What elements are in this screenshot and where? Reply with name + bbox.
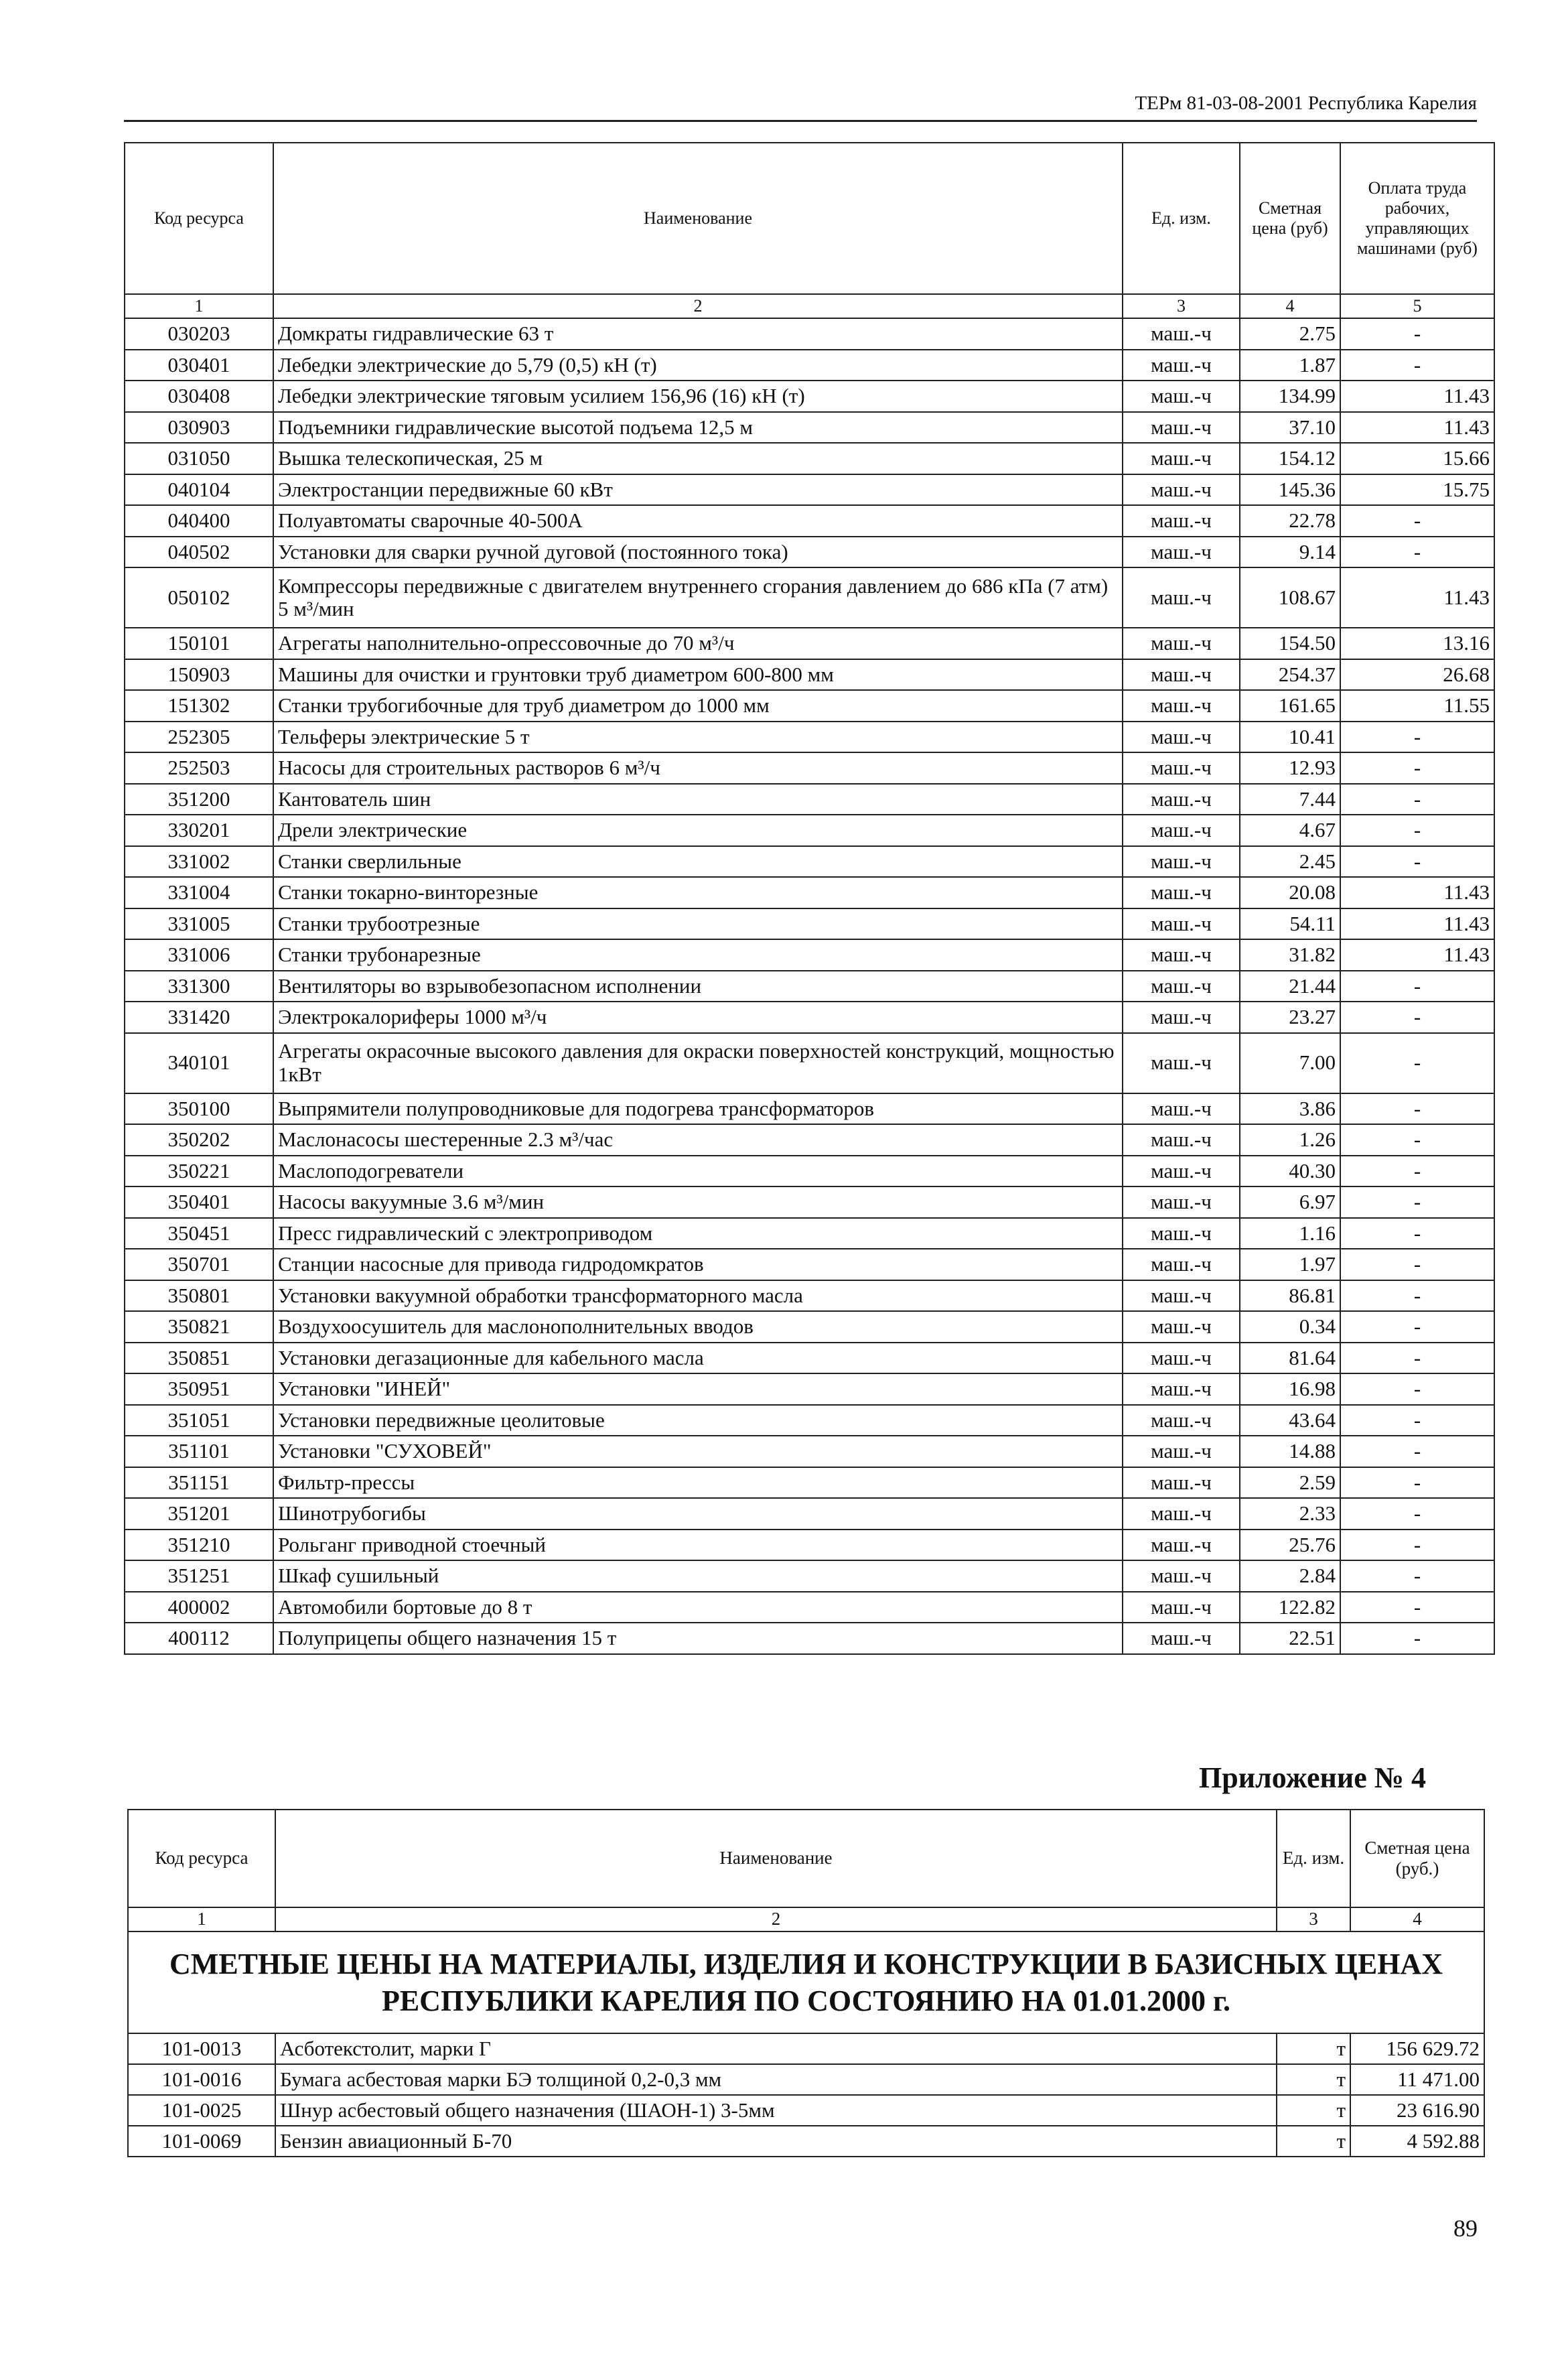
wage-cell: - xyxy=(1340,815,1494,846)
table-row xyxy=(125,381,1494,412)
price-cell: 254.37 xyxy=(1240,659,1340,691)
unit-cell: маш.-ч xyxy=(1123,350,1240,381)
resource-code: 101-0069 xyxy=(128,2126,275,2157)
wage-cell: 11.43 xyxy=(1340,381,1494,412)
table-row xyxy=(125,1436,1494,1467)
resource-name: Дрели электрические xyxy=(273,815,1123,846)
price-cell: 3.86 xyxy=(1240,1093,1340,1125)
table-row xyxy=(125,474,1494,506)
price-cell: 23 616.90 xyxy=(1350,2095,1484,2126)
resource-code: 351151 xyxy=(125,1467,273,1499)
resource-name: Маслоподогреватели xyxy=(273,1156,1123,1187)
price-cell: 37.10 xyxy=(1240,412,1340,444)
section-banner: СМЕТНЫЕ ЦЕНЫ НА МАТЕРИАЛЫ, ИЗДЕЛИЯ И КОНСТРУКЦИИ В БАЗИСНЫХ ЦЕНАХ РЕСПУБЛИКИ КАРЕЛИЯ ПО СОСТОЯНИЮ НА 01.01.2000 г. xyxy=(128,1931,1484,2033)
wage-cell: - xyxy=(1340,1280,1494,1312)
price-cell: 43.64 xyxy=(1240,1405,1340,1436)
unit-cell: маш.-ч xyxy=(1123,567,1240,628)
resource-name: Кантователь шин xyxy=(273,784,1123,815)
table-row xyxy=(125,628,1494,659)
wage-cell: 15.66 xyxy=(1340,443,1494,474)
col-number: 1 xyxy=(128,1907,275,1931)
unit-cell: маш.-ч xyxy=(1123,815,1240,846)
price-cell: 9.14 xyxy=(1240,537,1340,568)
resource-name: Шинотрубогибы xyxy=(273,1498,1123,1530)
price-cell: 0.34 xyxy=(1240,1311,1340,1343)
resource-code: 040502 xyxy=(125,537,273,568)
table-row xyxy=(125,443,1494,474)
price-cell: 23.27 xyxy=(1240,1002,1340,1033)
resource-code: 150903 xyxy=(125,659,273,691)
unit-cell: маш.-ч xyxy=(1123,1560,1240,1592)
page-number: 89 xyxy=(1453,2215,1478,2242)
price-cell: 16.98 xyxy=(1240,1373,1340,1405)
resource-code: 031050 xyxy=(125,443,273,474)
resource-name: Электрокалориферы 1000 м³/ч xyxy=(273,1002,1123,1033)
resource-code: 331300 xyxy=(125,971,273,1002)
price-cell: 2.75 xyxy=(1240,318,1340,350)
col-header-price: Сметная цена (руб.) xyxy=(1350,1810,1484,1907)
col-header-name: Наименование xyxy=(273,143,1123,294)
resource-name: Бензин авиационный Б-70 xyxy=(275,2126,1277,2157)
table-row xyxy=(125,722,1494,753)
resource-name: Полуавтоматы сварочные 40-500А xyxy=(273,505,1123,537)
table-row xyxy=(125,784,1494,815)
machines-table-body xyxy=(125,318,1494,1654)
resource-code: 351201 xyxy=(125,1498,273,1530)
price-cell: 12.93 xyxy=(1240,752,1340,784)
price-cell: 11 471.00 xyxy=(1350,2064,1484,2095)
unit-cell: т xyxy=(1277,2064,1350,2095)
price-cell: 22.78 xyxy=(1240,505,1340,537)
table-row xyxy=(125,1592,1494,1623)
table-row xyxy=(125,877,1494,908)
resource-code: 050102 xyxy=(125,567,273,628)
wage-cell: - xyxy=(1340,350,1494,381)
wage-cell: 11.43 xyxy=(1340,877,1494,908)
price-cell: 25.76 xyxy=(1240,1530,1340,1561)
table-row xyxy=(125,1498,1494,1530)
table-row xyxy=(128,2064,1484,2095)
resource-code: 350221 xyxy=(125,1156,273,1187)
resource-code: 350451 xyxy=(125,1218,273,1249)
unit-cell: маш.-ч xyxy=(1123,1186,1240,1218)
resource-code: 252305 xyxy=(125,722,273,753)
wage-cell: - xyxy=(1340,505,1494,537)
price-cell: 161.65 xyxy=(1240,690,1340,722)
resource-name: Станки трубонарезные xyxy=(273,939,1123,971)
wage-cell: - xyxy=(1340,1467,1494,1499)
price-cell: 81.64 xyxy=(1240,1343,1340,1374)
col-number: 1 xyxy=(125,294,273,318)
table-row xyxy=(125,971,1494,1002)
wage-cell: - xyxy=(1340,1436,1494,1467)
wage-cell: 13.16 xyxy=(1340,628,1494,659)
resource-name: Домкраты гидравлические 63 т xyxy=(273,318,1123,350)
unit-cell: маш.-ч xyxy=(1123,846,1240,878)
resource-code: 101-0013 xyxy=(128,2033,275,2064)
unit-cell: маш.-ч xyxy=(1123,752,1240,784)
table-row xyxy=(125,908,1494,940)
col-number: 3 xyxy=(1277,1907,1350,1931)
resource-name: Установки для сварки ручной дуговой (постоянного тока) xyxy=(273,537,1123,568)
table-row xyxy=(125,690,1494,722)
unit-cell: маш.-ч xyxy=(1123,381,1240,412)
table-row xyxy=(125,1560,1494,1592)
wage-cell: 11.43 xyxy=(1340,939,1494,971)
table-row xyxy=(125,1218,1494,1249)
unit-cell: т xyxy=(1277,2033,1350,2064)
resource-code: 040104 xyxy=(125,474,273,506)
price-cell: 134.99 xyxy=(1240,381,1340,412)
resource-name: Агрегаты наполнительно-опрессовочные до 70 м³/ч xyxy=(273,628,1123,659)
price-cell: 1.26 xyxy=(1240,1124,1340,1156)
price-cell: 21.44 xyxy=(1240,971,1340,1002)
resource-name: Лебедки электрические тяговым усилием 156,96 (16) кН (т) xyxy=(273,381,1123,412)
unit-cell: маш.-ч xyxy=(1123,1373,1240,1405)
table-row xyxy=(128,2095,1484,2126)
resource-code: 350851 xyxy=(125,1343,273,1374)
resource-name: Асботекстолит, марки Г xyxy=(275,2033,1277,2064)
resource-code: 351101 xyxy=(125,1436,273,1467)
table-row xyxy=(125,659,1494,691)
resource-code: 400002 xyxy=(125,1592,273,1623)
table-row xyxy=(125,752,1494,784)
unit-cell: маш.-ч xyxy=(1123,1280,1240,1312)
unit-cell: маш.-ч xyxy=(1123,1156,1240,1187)
unit-cell: маш.-ч xyxy=(1123,1124,1240,1156)
wage-cell: 11.55 xyxy=(1340,690,1494,722)
resource-code: 030903 xyxy=(125,412,273,444)
table-row xyxy=(125,1405,1494,1436)
wage-cell: 11.43 xyxy=(1340,908,1494,940)
wage-cell: 11.43 xyxy=(1340,567,1494,628)
wage-cell: - xyxy=(1340,846,1494,878)
price-cell: 86.81 xyxy=(1240,1280,1340,1312)
resource-code: 351210 xyxy=(125,1530,273,1561)
resource-code: 350202 xyxy=(125,1124,273,1156)
resource-code: 350801 xyxy=(125,1280,273,1312)
price-cell: 122.82 xyxy=(1240,1592,1340,1623)
wage-cell: - xyxy=(1340,1530,1494,1561)
price-cell: 145.36 xyxy=(1240,474,1340,506)
table-row xyxy=(125,412,1494,444)
resource-code: 101-0016 xyxy=(128,2064,275,2095)
unit-cell: маш.-ч xyxy=(1123,1002,1240,1033)
col-number: 2 xyxy=(273,294,1123,318)
resource-code: 350951 xyxy=(125,1373,273,1405)
resource-name: Полуприцепы общего назначения 15 т xyxy=(273,1623,1123,1654)
resource-name: Установки передвижные цеолитовые xyxy=(273,1405,1123,1436)
resource-name: Установки вакуумной обработки трансформаторного масла xyxy=(273,1280,1123,1312)
table-row xyxy=(125,350,1494,381)
materials-table-body xyxy=(128,1931,1484,2157)
price-cell: 154.12 xyxy=(1240,443,1340,474)
resource-code: 400112 xyxy=(125,1623,273,1654)
unit-cell: маш.-ч xyxy=(1123,412,1240,444)
price-cell: 54.11 xyxy=(1240,908,1340,940)
price-cell: 6.97 xyxy=(1240,1186,1340,1218)
table-row xyxy=(125,1530,1494,1561)
unit-cell: маш.-ч xyxy=(1123,628,1240,659)
resource-name: Пресс гидравлический с электроприводом xyxy=(273,1218,1123,1249)
resource-name: Маслонасосы шестеренные 2.3 м³/час xyxy=(273,1124,1123,1156)
materials-price-table xyxy=(127,1809,1485,2157)
table-row xyxy=(125,1280,1494,1312)
col-number: 3 xyxy=(1123,294,1240,318)
table-row xyxy=(128,2126,1484,2157)
unit-cell: маш.-ч xyxy=(1123,1311,1240,1343)
table-row xyxy=(125,1623,1494,1654)
wage-cell: - xyxy=(1340,1218,1494,1249)
price-cell: 1.97 xyxy=(1240,1249,1340,1280)
unit-cell: маш.-ч xyxy=(1123,1218,1240,1249)
table-row xyxy=(125,1311,1494,1343)
table-row xyxy=(125,1002,1494,1033)
price-cell: 156 629.72 xyxy=(1350,2033,1484,2064)
unit-cell: маш.-ч xyxy=(1123,318,1240,350)
resource-name: Вышка телескопическая, 25 м xyxy=(273,443,1123,474)
wage-cell: - xyxy=(1340,1249,1494,1280)
resource-code: 030401 xyxy=(125,350,273,381)
table-row xyxy=(125,537,1494,568)
resource-code: 340101 xyxy=(125,1033,273,1093)
running-header: ТЕРм 81-03-08-2001 Республика Карелия xyxy=(124,92,1477,122)
col-header-unit: Ед. изм. xyxy=(1123,143,1240,294)
table-row xyxy=(125,1093,1494,1125)
price-cell: 4.67 xyxy=(1240,815,1340,846)
unit-cell: маш.-ч xyxy=(1123,939,1240,971)
table-row xyxy=(125,1373,1494,1405)
wage-cell: 15.75 xyxy=(1340,474,1494,506)
wage-cell: - xyxy=(1340,1124,1494,1156)
table-row xyxy=(125,567,1494,628)
table-row xyxy=(125,846,1494,878)
price-cell: 22.51 xyxy=(1240,1623,1340,1654)
resource-name: Шнур асбестовый общего назначения (ШАОН-1) 3-5мм xyxy=(275,2095,1277,2126)
resource-name: Шкаф сушильный xyxy=(273,1560,1123,1592)
price-cell: 1.87 xyxy=(1240,350,1340,381)
unit-cell: т xyxy=(1277,2095,1350,2126)
wage-cell: - xyxy=(1340,1156,1494,1187)
table-row xyxy=(125,939,1494,971)
resource-name: Рольганг приводной стоечный xyxy=(273,1530,1123,1561)
resource-code: 350821 xyxy=(125,1311,273,1343)
wage-cell: - xyxy=(1340,1623,1494,1654)
unit-cell: маш.-ч xyxy=(1123,1592,1240,1623)
col-header-name: Наименование xyxy=(275,1810,1277,1907)
resource-name: Выпрямители полупроводниковые для подогрева трансформаторов xyxy=(273,1093,1123,1125)
resource-code: 151302 xyxy=(125,690,273,722)
resource-code: 331006 xyxy=(125,939,273,971)
resource-code: 150101 xyxy=(125,628,273,659)
price-cell: 20.08 xyxy=(1240,877,1340,908)
resource-name: Насосы вакуумные 3.6 м³/мин xyxy=(273,1186,1123,1218)
resource-code: 252503 xyxy=(125,752,273,784)
resource-name: Тельферы электрические 5 т xyxy=(273,722,1123,753)
wage-cell: - xyxy=(1340,1560,1494,1592)
unit-cell: маш.-ч xyxy=(1123,537,1240,568)
wage-cell: - xyxy=(1340,1592,1494,1623)
table-row xyxy=(125,815,1494,846)
resource-name: Станки токарно-винторезные xyxy=(273,877,1123,908)
resource-name: Насосы для строительных растворов 6 м³/ч xyxy=(273,752,1123,784)
resource-name: Установки дегазационные для кабельного масла xyxy=(273,1343,1123,1374)
col-header-code: Код ресурса xyxy=(125,143,273,294)
table-row xyxy=(125,505,1494,537)
price-cell: 108.67 xyxy=(1240,567,1340,628)
wage-cell: 11.43 xyxy=(1340,412,1494,444)
unit-cell: маш.-ч xyxy=(1123,908,1240,940)
resource-name: Установки "СУХОВЕЙ" xyxy=(273,1436,1123,1467)
resource-code: 331420 xyxy=(125,1002,273,1033)
resource-name: Бумага асбестовая марки БЭ толщиной 0,2-0,3 мм xyxy=(275,2064,1277,2095)
unit-cell: маш.-ч xyxy=(1123,784,1240,815)
wage-cell: - xyxy=(1340,722,1494,753)
resource-name: Автомобили бортовые до 8 т xyxy=(273,1592,1123,1623)
resource-code: 030408 xyxy=(125,381,273,412)
resource-code: 331002 xyxy=(125,846,273,878)
resource-name: Вентиляторы во взрывобезопасном исполнении xyxy=(273,971,1123,1002)
wage-cell: - xyxy=(1340,1373,1494,1405)
table-row xyxy=(125,1343,1494,1374)
wage-cell: - xyxy=(1340,784,1494,815)
resource-code: 351051 xyxy=(125,1405,273,1436)
resource-code: 331004 xyxy=(125,877,273,908)
col-number: 4 xyxy=(1240,294,1340,318)
wage-cell: - xyxy=(1340,1002,1494,1033)
unit-cell: маш.-ч xyxy=(1123,1343,1240,1374)
unit-cell: маш.-ч xyxy=(1123,1033,1240,1093)
wage-cell: - xyxy=(1340,318,1494,350)
wage-cell: - xyxy=(1340,1343,1494,1374)
unit-cell: маш.-ч xyxy=(1123,474,1240,506)
unit-cell: маш.-ч xyxy=(1123,690,1240,722)
unit-cell: маш.-ч xyxy=(1123,505,1240,537)
resource-name: Электростанции передвижные 60 кВт xyxy=(273,474,1123,506)
wage-cell: - xyxy=(1340,1405,1494,1436)
resource-code: 030203 xyxy=(125,318,273,350)
price-cell: 10.41 xyxy=(1240,722,1340,753)
resource-code: 350401 xyxy=(125,1186,273,1218)
price-cell: 1.16 xyxy=(1240,1218,1340,1249)
resource-code: 350100 xyxy=(125,1093,273,1125)
appendix-title: Приложение № 4 xyxy=(1199,1761,1426,1794)
table-row xyxy=(125,1156,1494,1187)
price-cell: 7.44 xyxy=(1240,784,1340,815)
col-number: 4 xyxy=(1350,1907,1484,1931)
wage-cell: - xyxy=(1340,1186,1494,1218)
unit-cell: маш.-ч xyxy=(1123,443,1240,474)
col-header-code: Код ресурса xyxy=(128,1810,275,1907)
resource-name: Машины для очистки и грунтовки труб диаметром 600-800 мм xyxy=(273,659,1123,691)
unit-cell: маш.-ч xyxy=(1123,1405,1240,1436)
wage-cell: - xyxy=(1340,752,1494,784)
resource-code: 351251 xyxy=(125,1560,273,1592)
price-cell: 154.50 xyxy=(1240,628,1340,659)
col-header-unit: Ед. изм. xyxy=(1277,1810,1350,1907)
unit-cell: маш.-ч xyxy=(1123,877,1240,908)
resource-code: 331005 xyxy=(125,908,273,940)
price-cell: 2.45 xyxy=(1240,846,1340,878)
unit-cell: т xyxy=(1277,2126,1350,2157)
unit-cell: маш.-ч xyxy=(1123,971,1240,1002)
resource-name: Фильтр-прессы xyxy=(273,1467,1123,1499)
resource-code: 350701 xyxy=(125,1249,273,1280)
unit-cell: маш.-ч xyxy=(1123,1467,1240,1499)
resource-code: 330201 xyxy=(125,815,273,846)
unit-cell: маш.-ч xyxy=(1123,722,1240,753)
table-row xyxy=(128,2033,1484,2064)
resource-name: Установки "ИНЕЙ" xyxy=(273,1373,1123,1405)
wage-cell: - xyxy=(1340,1093,1494,1125)
machines-price-table xyxy=(124,142,1495,1655)
price-cell: 40.30 xyxy=(1240,1156,1340,1187)
resource-code: 101-0025 xyxy=(128,2095,275,2126)
price-cell: 7.00 xyxy=(1240,1033,1340,1093)
unit-cell: маш.-ч xyxy=(1123,1530,1240,1561)
wage-cell: 26.68 xyxy=(1340,659,1494,691)
unit-cell: маш.-ч xyxy=(1123,1623,1240,1654)
table-row xyxy=(125,1249,1494,1280)
price-cell: 14.88 xyxy=(1240,1436,1340,1467)
wage-cell: - xyxy=(1340,971,1494,1002)
unit-cell: маш.-ч xyxy=(1123,1436,1240,1467)
price-cell: 2.59 xyxy=(1240,1467,1340,1499)
resource-name: Станки сверлильные xyxy=(273,846,1123,878)
table-row xyxy=(125,1033,1494,1093)
resource-name: Станки трубоотрезные xyxy=(273,908,1123,940)
resource-name: Подъемники гидравлические высотой подъема 12,5 м xyxy=(273,412,1123,444)
unit-cell: маш.-ч xyxy=(1123,1498,1240,1530)
unit-cell: маш.-ч xyxy=(1123,1249,1240,1280)
col-number: 5 xyxy=(1340,294,1494,318)
resource-name: Компрессоры передвижные с двигателем внутреннего сгорания давлением до 686 кПа (7 атм) 5 м³/мин xyxy=(273,567,1123,628)
wage-cell: - xyxy=(1340,1498,1494,1530)
resource-name: Станки трубогибочные для труб диаметром до 1000 мм xyxy=(273,690,1123,722)
table-row xyxy=(125,1186,1494,1218)
wage-cell: - xyxy=(1340,537,1494,568)
wage-cell: - xyxy=(1340,1033,1494,1093)
col-header-wage: Оплата труда рабочих, управляющих машинами (руб) xyxy=(1340,143,1494,294)
table-row xyxy=(125,1124,1494,1156)
price-cell: 31.82 xyxy=(1240,939,1340,971)
resource-code: 351200 xyxy=(125,784,273,815)
price-cell: 2.33 xyxy=(1240,1498,1340,1530)
price-cell: 2.84 xyxy=(1240,1560,1340,1592)
resource-name: Воздухоосушитель для маслонополнительных вводов xyxy=(273,1311,1123,1343)
wage-cell: - xyxy=(1340,1311,1494,1343)
resource-name: Станции насосные для привода гидродомкратов xyxy=(273,1249,1123,1280)
resource-name: Лебедки электрические до 5,79 (0,5) кН (т) xyxy=(273,350,1123,381)
resource-name: Агрегаты окрасочные высокого давления для окраски поверхностей конструкций, мощностью 1кВт xyxy=(273,1033,1123,1093)
price-cell: 4 592.88 xyxy=(1350,2126,1484,2157)
unit-cell: маш.-ч xyxy=(1123,659,1240,691)
col-header-price: Сметная цена (руб) xyxy=(1240,143,1340,294)
table-row xyxy=(125,1467,1494,1499)
col-number: 2 xyxy=(275,1907,1277,1931)
table-row xyxy=(125,318,1494,350)
unit-cell: маш.-ч xyxy=(1123,1093,1240,1125)
resource-code: 040400 xyxy=(125,505,273,537)
